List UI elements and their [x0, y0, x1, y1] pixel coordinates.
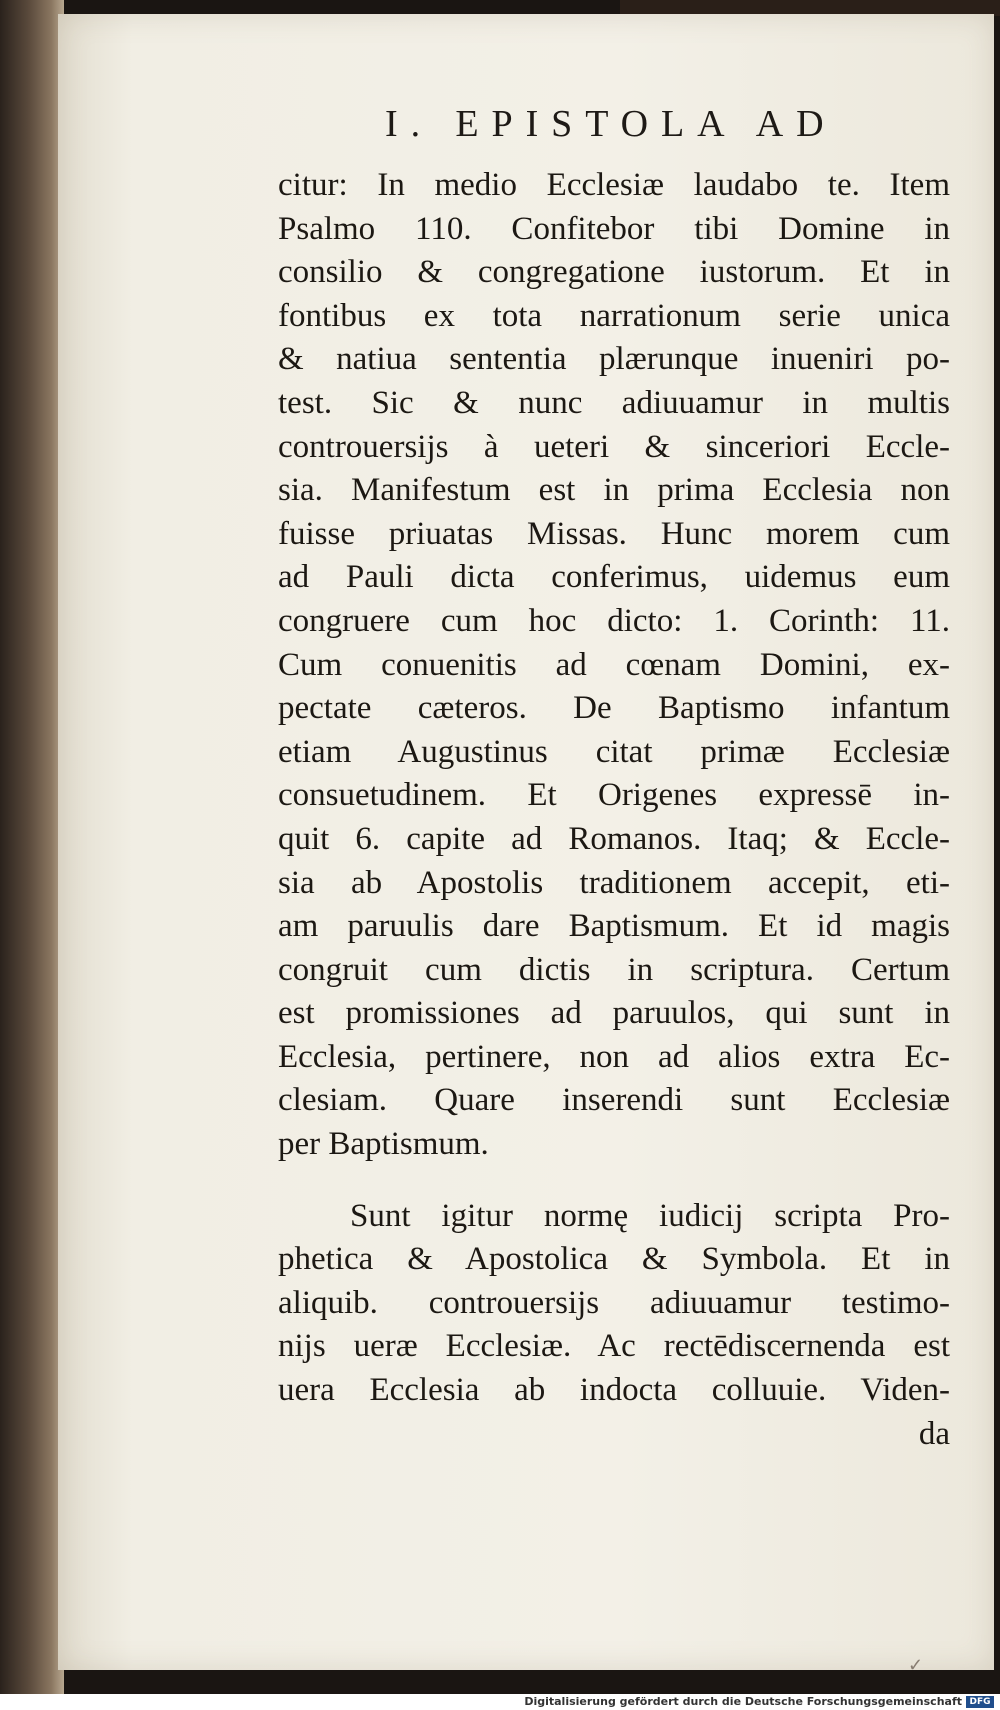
text-line: pectate cæteros. De Baptismo infantum: [278, 690, 950, 727]
catchword: da: [918, 1415, 950, 1452]
text-line: controuersijs à ueteri & sinceriori Eccle-: [278, 428, 950, 465]
text-line: nijs ueræ Ecclesiæ. Ac rectēdiscernenda est: [278, 1328, 950, 1365]
text-line: uera Ecclesia ab indocta colluuie. Viden-: [278, 1372, 950, 1409]
paragraph-2: [278, 1195, 950, 1413]
footer-credit: Digitalisierung gefördert durch die Deutsche Forschungsgemeinschaft: [524, 1695, 962, 1708]
text-line: est promissiones ad paruulos, qui sunt in: [278, 995, 950, 1032]
text-line: ad Pauli dicta conferimus, uidemus eum: [278, 559, 950, 596]
text-line: am paruulis dare Baptismum. Et id magis: [278, 908, 950, 945]
text-line: citur: In medio Ecclesiæ laudabo te. Item: [278, 167, 950, 203]
body-text: [278, 164, 950, 1456]
text-line: consilio & congregatione iustorum. Et in: [278, 254, 950, 291]
text-line: phetica & Apostolica & Symbola. Et in: [278, 1241, 950, 1278]
text-line: per Baptismum.: [278, 1126, 489, 1163]
text-line: sia. Manifestum est in prima Ecclesia non: [278, 472, 950, 509]
paragraph-gap: [278, 1167, 950, 1195]
running-head: I. EPISTOLA AD: [385, 103, 837, 145]
book-spine: [0, 0, 64, 1694]
text-line: fuisse priuatas Missas. Hunc morem cum: [278, 515, 950, 552]
text-line: quit 6. capite ad Romanos. Itaq; & Eccle-: [278, 820, 950, 857]
text-line: Sunt igitur normę iudicij scripta Pro-: [350, 1197, 950, 1234]
text-line: Ecclesia, pertinere, non ad alios extra Ec-: [278, 1038, 950, 1075]
dfg-logo: DFG: [966, 1696, 994, 1708]
text-line: test. Sic & nunc adiuuamur in multis: [278, 384, 950, 421]
text-line: consuetudinem. Et Origenes expressē in-: [278, 777, 950, 814]
text-line: clesiam. Quare inserendi sunt Ecclesiæ: [278, 1082, 950, 1119]
text-line: Cum conuenitis ad cœnam Domini, ex-: [278, 646, 950, 683]
text-line: & natiua sententia plærunque inueniri po-: [278, 341, 950, 378]
paragraph-1: [278, 164, 950, 1167]
text-line: aliquib. controuersijs adiuuamur testimo-: [278, 1284, 950, 1321]
text-line: sia ab Apostolis traditionem accepit, eti-: [278, 864, 950, 901]
text-line: etiam Augustinus citat primæ Ecclesiæ: [278, 733, 950, 770]
text-line: congruit cum dictis in scriptura. Certum: [278, 951, 950, 988]
text-line: Psalmo 110. Confitebor tibi Domine in: [278, 210, 950, 247]
text-line: fontibus ex tota narrationum serie unica: [278, 297, 950, 334]
page-corner-mark: ✓: [908, 1655, 924, 1676]
text-line: congruere cum hoc dicto: 1. Corinth: 11.: [278, 602, 950, 639]
